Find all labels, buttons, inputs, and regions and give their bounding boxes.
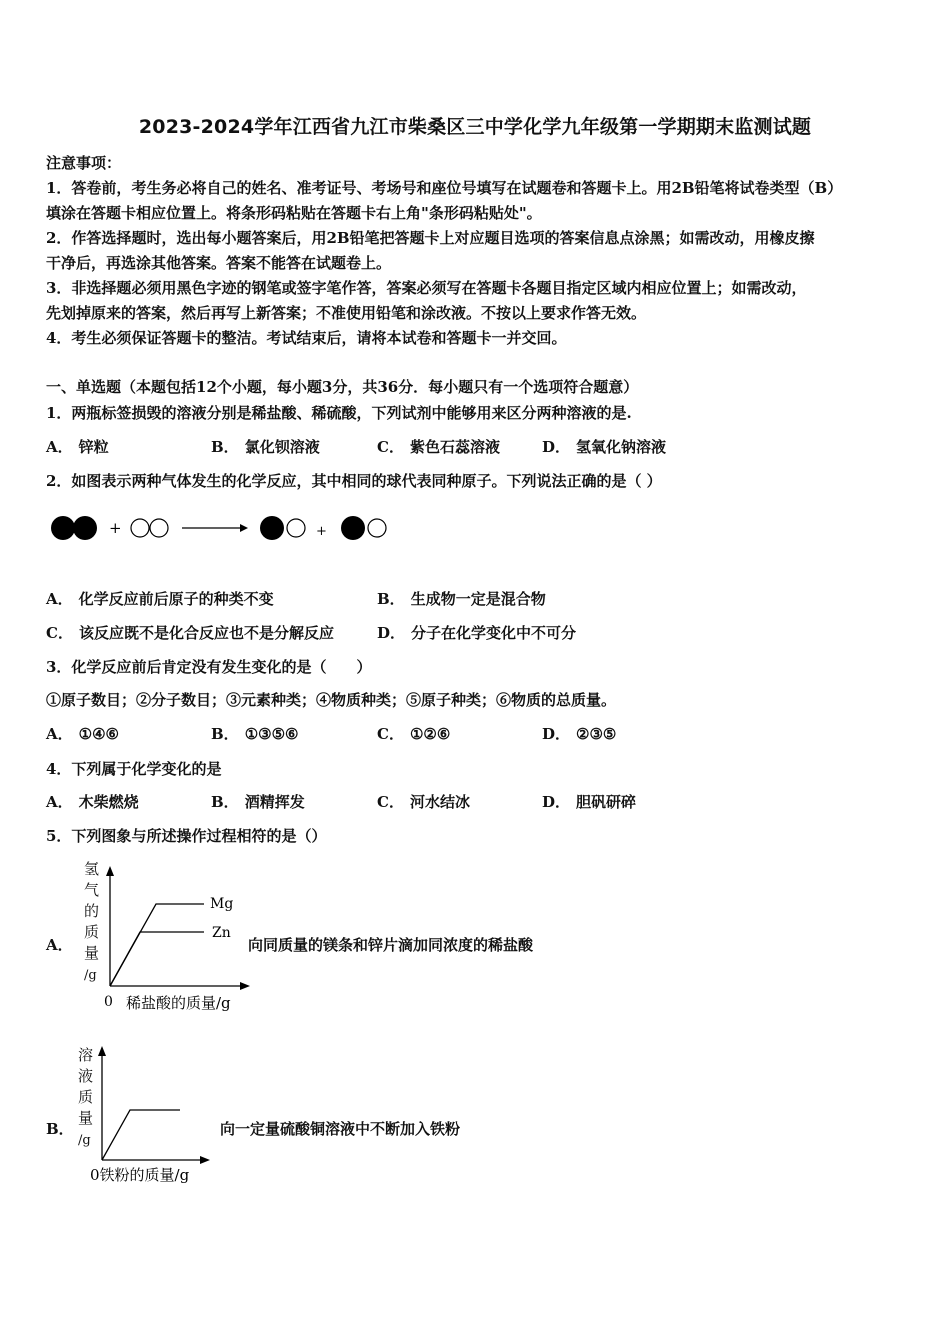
q5-option-a-label[interactable]: A． [46, 936, 73, 954]
plus-sign: + [109, 519, 122, 537]
y-label-char: 量 [78, 1109, 94, 1127]
q2-option-c[interactable]: C． 该反应既不是化合反应也不是分解反应 [46, 624, 334, 642]
q3-option-b[interactable]: B． ①③⑤⑥ [211, 725, 299, 743]
white-atom-icon [131, 519, 149, 537]
notice-line: 先划掉原来的答案，然后再写上新答案；不准使用铅笔和涂改液。不按以上要求作答无效。 [46, 304, 647, 322]
series-label-mg: Mg [210, 896, 234, 912]
y-label-char: 液 [78, 1067, 94, 1085]
black-atom-icon [73, 516, 97, 540]
q5-option-a-text: 向同质量的镁条和锌片滴加同浓度的稀盐酸 [248, 936, 534, 954]
x-axis-arrow-icon [200, 1156, 210, 1164]
white-atom-icon [287, 519, 305, 537]
y-label-char: 气 [84, 881, 100, 899]
white-atom-icon [150, 519, 168, 537]
reaction-diagram [40, 506, 400, 556]
page-title: 2023-2024学年江西省九江市柴桑区三中学化学九年级第一学期期末监测试题 [138, 116, 812, 138]
plus-sign: + [316, 524, 327, 539]
y-label-char: 质 [78, 1088, 94, 1106]
question-3-items: ①原子数目；②分子数目；③元素种类；④物质种类；⑤原子种类；⑥物质的总质量。 [46, 691, 617, 709]
q4-option-d[interactable]: D． 胆矾研碎 [542, 793, 637, 811]
y-axis-label [78, 1046, 93, 1148]
y-axis-arrow-icon [98, 1046, 106, 1056]
white-atom-icon [368, 519, 386, 537]
y-label-char: /g [78, 1133, 91, 1148]
y-label-char: 质 [84, 923, 100, 941]
notice-line: 4．考生必须保证答题卡的整洁。考试结束后，请将本试卷和答题卡一并交回。 [46, 329, 567, 347]
question-4-stem: 4．下列属于化学变化的是 [46, 760, 222, 778]
x-axis-arrow-icon [240, 982, 250, 990]
q5-option-b-label[interactable]: B． [46, 1120, 74, 1138]
black-atom-icon [341, 516, 365, 540]
y-label-char: 氢 [84, 860, 100, 878]
q1-option-a[interactable]: A． 锌粒 [46, 438, 109, 456]
series-line-zn [110, 932, 204, 986]
origin-label: 0 [104, 994, 113, 1010]
q2-option-a[interactable]: A． 化学反应前后原子的种类不变 [46, 590, 274, 608]
y-label-char: 量 [84, 944, 100, 962]
q2-option-d[interactable]: D． 分子在化学变化中不可分 [377, 624, 577, 642]
notice-line: 3．非选择题必须用黑色字迹的钢笔或签字笔作答，答案必须写在答题卡各题目指定区域内相应位置上；如需改动， [46, 279, 807, 297]
question-3-stem: 3．化学反应前后肯定没有发生变化的是（ ） [46, 658, 372, 676]
q3-option-c[interactable]: C． ①②⑥ [377, 725, 451, 743]
series-label-zn: Zn [212, 925, 231, 941]
series-line [102, 1110, 180, 1160]
notice-line: 2．作答选择题时，选出每小题答案后，用2B铅笔把答题卡上对应题目选项的答案信息点涂黑；如需改动，用橡皮擦 [46, 229, 815, 247]
q4-option-c[interactable]: C． 河水结冰 [377, 793, 470, 811]
x-axis-label: 稀盐酸的质量/g [126, 994, 231, 1012]
black-atom-icon [260, 516, 284, 540]
q1-option-d[interactable]: D． 氢氧化钠溶液 [542, 438, 667, 456]
y-axis-label [84, 860, 99, 983]
q5-graph-a [70, 858, 260, 1018]
notice-line: 干净后，再选涂其他答案。答案不能答在试题卷上。 [46, 254, 392, 272]
notice-line: 填涂在答题卡相应位置上。将条形码粘贴在答题卡右上角"条形码粘贴处"。 [46, 204, 542, 222]
q5-graph-b [70, 1040, 220, 1190]
question-2-stem: 2．如图表示两种气体发生的化学反应，其中相同的球代表同种原子。下列说法正确的是（ ） [46, 472, 662, 490]
arrow-head-icon [240, 524, 248, 532]
x-axis-label: 0铁粉的质量/g [90, 1166, 190, 1184]
series-line-mg [110, 904, 204, 986]
q2-option-b[interactable]: B． 生成物一定是混合物 [377, 590, 546, 608]
q1-option-b[interactable]: B． 氯化钡溶液 [211, 438, 320, 456]
q3-option-a[interactable]: A． ①④⑥ [46, 725, 119, 743]
y-label-char: 的 [84, 902, 100, 920]
q3-option-d[interactable]: D． ②③⑤ [542, 725, 617, 743]
question-5-stem: 5．下列图象与所述操作过程相符的是（） [46, 827, 327, 845]
question-1-stem: 1．两瓶标签损毁的溶液分别是稀盐酸、稀硫酸，下列试剂中能够用来区分两种溶液的是. [46, 404, 632, 422]
notice-heading: 注意事项： [46, 154, 122, 172]
black-atom-icon [51, 516, 75, 540]
notice-line: 1．答卷前，考生务必将自己的姓名、准考证号、考场号和座位号填写在试题卷和答题卡上。用2B铅笔将试卷类型（B） [46, 179, 843, 197]
q5-option-b-text: 向一定量硫酸铜溶液中不断加入铁粉 [220, 1120, 461, 1138]
section-heading: 一、单选题（本题包括12个小题，每小题3分，共36分．每小题只有一个选项符合题意） [46, 378, 639, 396]
q4-option-b[interactable]: B． 酒精挥发 [211, 793, 305, 811]
q4-option-a[interactable]: A． 木柴燃烧 [46, 793, 139, 811]
q1-option-c[interactable]: C． 紫色石蕊溶液 [377, 438, 500, 456]
y-label-char: 溶 [78, 1046, 94, 1064]
y-label-char: /g [84, 968, 97, 983]
y-axis-arrow-icon [106, 866, 114, 876]
